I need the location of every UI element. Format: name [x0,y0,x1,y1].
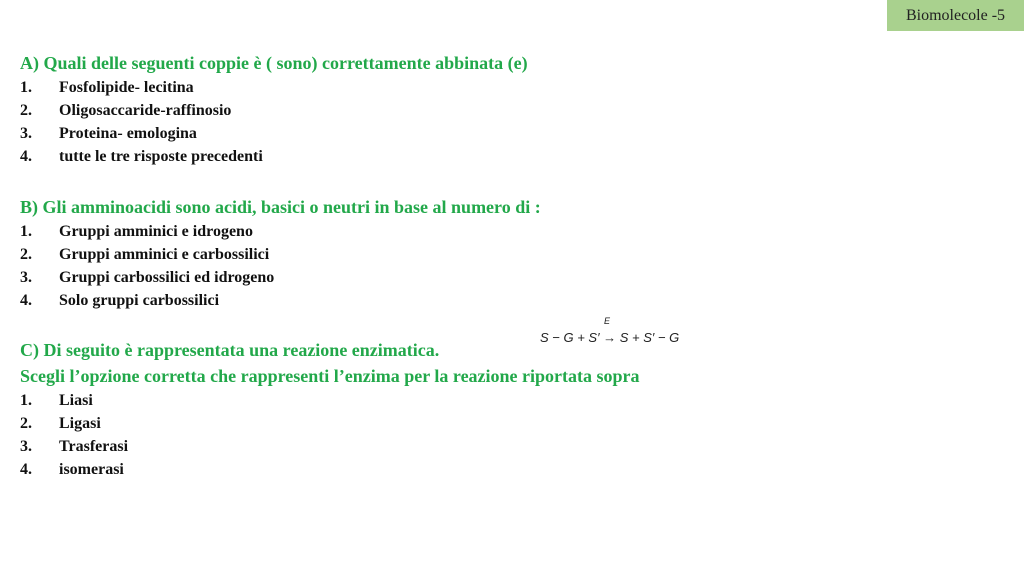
option-item [20,289,274,312]
option-item [20,412,128,435]
option-text: isomerasi [59,461,124,478]
option-number: 3. [20,125,32,142]
option-number: 3. [20,438,32,455]
option-text: Gruppi amminici e carbossilici [59,246,270,263]
question-a-options [20,76,263,168]
option-item [20,435,128,458]
option-text: Gruppi amminici e idrogeno [59,223,253,240]
option-text: Oligosaccaride-raffinosio [59,102,232,119]
option-item [20,76,263,99]
option-number: 3. [20,269,32,286]
option-text: Fosfolipide- lecitina [59,79,194,96]
option-number: 4. [20,292,32,309]
option-item [20,243,274,266]
question-b-options [20,220,274,312]
equation-text: S − G + S′ → S + S′ − G [540,330,680,345]
option-text: Proteina- emologina [59,125,197,142]
option-item [20,458,128,481]
option-number: 4. [20,461,32,478]
option-item [20,122,263,145]
question-a-title: A) Quali delle seguenti coppie è ( sono) correttamente abbinata (e) [20,53,528,73]
slide-tag: Biomolecole -5 [887,0,1024,31]
option-number: 1. [20,79,32,96]
option-text: Ligasi [59,415,101,432]
option-text: tutte le tre risposte precedenti [59,148,263,165]
option-number: 2. [20,415,32,432]
question-b-title: B) Gli amminoacidi sono acidi, basici o neutri in base al numero di : [20,197,541,217]
option-item [20,220,274,243]
question-c-subtitle: Scegli l’opzione corretta che rappresenti l’enzima per la reazione riportata sopra [20,366,640,386]
option-number: 2. [20,102,32,119]
option-text: Solo gruppi carbossilici [59,292,220,309]
option-number: 2. [20,246,32,263]
enzyme-label: E [604,316,611,326]
option-item [20,389,128,412]
option-text: Liasi [59,392,93,409]
question-c-title: C) Di seguito è rappresentata una reazione enzimatica. [20,340,440,360]
option-number: 1. [20,223,32,240]
option-text: Trasferasi [59,438,129,455]
question-c-options [20,389,128,481]
option-item [20,99,263,122]
option-number: 4. [20,148,32,165]
option-number: 1. [20,392,32,409]
option-item [20,266,274,289]
option-item [20,145,263,168]
option-text: Gruppi carbossilici ed idrogeno [59,269,275,286]
